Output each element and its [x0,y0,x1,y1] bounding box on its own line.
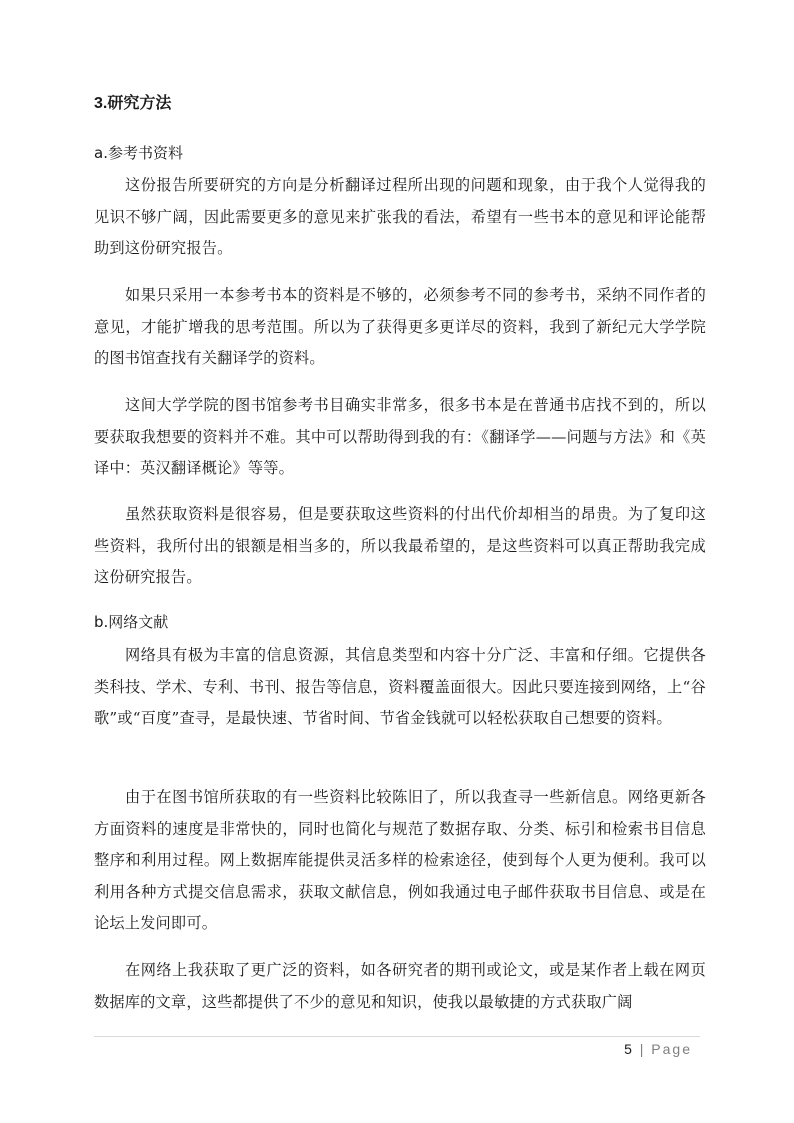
subheading-a: a.参考书资料 [94,144,183,162]
paragraph-a1: 这份报告所要研究的方向是分析翻译过程所出现的问题和现象，由于我个人觉得我的见识不够广阔，因此需要更多的意见来扩张我的看法，希望有一些书本的意见和评论能帮助到这份研究报告。 [94,176,706,257]
paragraph-a4: 虽然获取资料是很容易，但是要获取这些资料的付出代价却相当的昂贵。为了复印这些资料，我所付出的银额是相当多的，所以我最希望的，是这些资料可以真正帮助我完成这份研究报告。 [94,505,706,586]
paragraph-a2: 如果只采用一本参考书本的资料是不够的，必须参考不同的参考书，采纳不同作者的意见，才能扩增我的思考范围。所以为了获得更多更详尽的资料，我到了新纪元大学学院的图书馆查找有关翻译学的资料。 [94,286,706,367]
page-footer [624,1041,692,1057]
paragraph-b2: 由于在图书馆所获取的有一些资料比较陈旧了，所以我查寻一些新信息。网络更新各方面资料的速度是非常快的，同时也简化与规范了数据存取、分类、标引和检索书目信息整序和利用过程。网上数据库能提供灵活多样的检索途径，使到每个人更为便利。我可以利用各种方式提交信息需求，获取文献信息，例如我通过电子邮件获取书目信息、或是在论坛上发问即可。 [94,788,706,932]
section-heading: 3.研究方法 [94,95,172,112]
paragraph-b3: 在网络上我获取了更广泛的资料，如各研究者的期刊或论文，或是某作者上载在网页数据库的文章，这些都提供了不少的意见和知识，使我以最敏捷的方式获取广阔 [94,961,706,1011]
paragraph-a3: 这间大学学院的图书馆参考书目确实非常多，很多书本是在普通书店找不到的，所以要获取我想要的资料并不难。其中可以帮助得到我的有：《翻译学——问题与方法》和《英译中：英汉翻译概论》等等。 [94,396,706,477]
footer-divider [94,1036,700,1037]
paragraph-b1: 网络具有极为丰富的信息资源，其信息类型和内容十分广泛、丰富和仔细。它提供各类科技、学术、专利、书刊、报告等信息，资料覆盖面很大。因此只要连接到网络，上“谷歌”或“百度”查寻，是最快速、节省时间、节省金钱就可以轻松获取自己想要的资料。 [94,646,706,727]
page-number: 5 [624,1041,634,1057]
page-label: Page [651,1041,692,1057]
footer-separator: | [639,1041,646,1057]
subheading-b: b.网络文献 [94,613,169,631]
